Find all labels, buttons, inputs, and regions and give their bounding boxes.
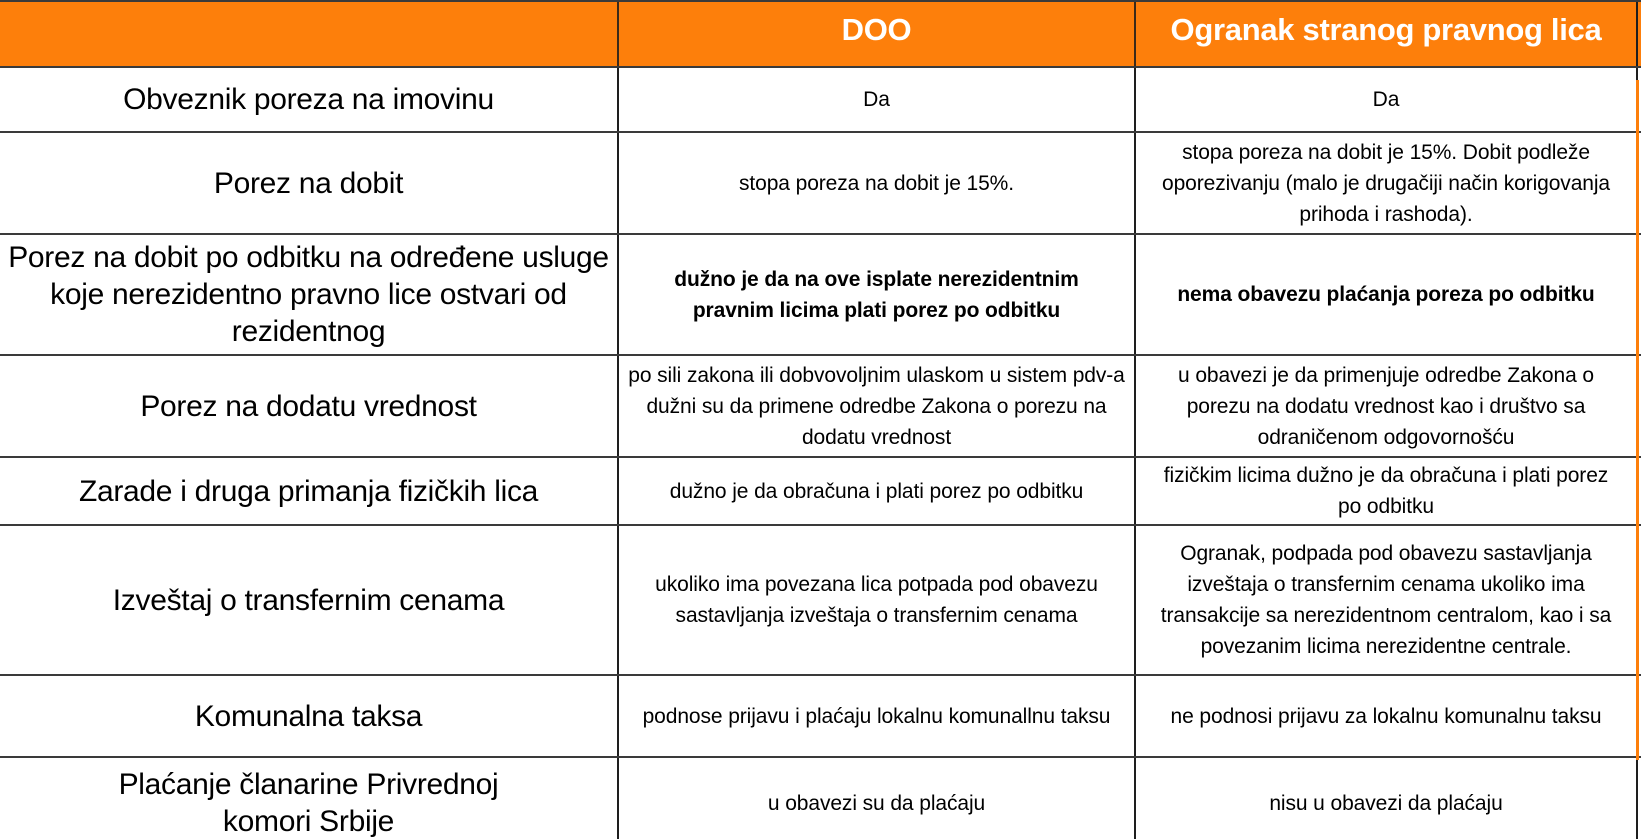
ogranak-value: Da [1134, 68, 1638, 131]
header-cell-doo: DOO [617, 2, 1134, 66]
doo-value: po sili zakona ili dobvovoljnim ulaskom u sistem pdv-a dužni su da primene odredbe Zakona o porezu na dodatu vrednost [617, 356, 1134, 456]
row-label: Komunalna taksa [194, 699, 423, 733]
row-label: Zarade i druga primanja fizičkih lica [78, 474, 539, 508]
table-row [0, 676, 1641, 758]
table-row [0, 235, 1641, 356]
row-label: Obveznik poreza na imovinu [123, 83, 494, 116]
ogranak-value: fizičkim licima dužno je da obračuna i plati porez po odbitku [1134, 458, 1638, 524]
doo-value: ukoliko ima povezana lica potpada pod obavezu sastavljanja izveštaja o transfernim cenama [617, 526, 1134, 674]
ogranak-value: Ogranak, podpada pod obavezu sastavljanja izveštaja o transfernim cenama ukoliko ima transakcije sa nerezidentnom centralom, kao i sa povezanim licima nerezidentne centrale. [1134, 526, 1638, 674]
doo-value: u obavezi su da plaćaju [617, 758, 1134, 839]
table-header-row [0, 2, 1641, 68]
table-row [0, 68, 1641, 133]
row-label: Porez na dodatu vrednost [140, 389, 477, 423]
table-row [0, 458, 1641, 526]
ogranak-value: u obavezi je da primenjuje odredbe Zakona o porezu na dodatu vrednost kao i društvo sa odraničenom odgovornošću [1134, 356, 1638, 456]
orange-edge-strip [1636, 80, 1639, 760]
doo-value: Da [617, 68, 1134, 131]
row-label: Izveštaj o transfernim cenama [112, 583, 505, 617]
table-row [0, 758, 1641, 839]
doo-value: podnose prijavu i plaćaju lokalnu komunallnu taksu [617, 676, 1134, 756]
doo-value: stopa poreza na dobit je 15%. [617, 133, 1134, 233]
ogranak-value: stopa poreza na dobit je 15%. Dobit podleže oporezivanju (malo je drugačiji način korigovanja prihoda i rashoda). [1134, 133, 1638, 233]
ogranak-value: ne podnosi prijavu za lokalnu komunalnu taksu [1134, 676, 1638, 756]
row-label: Plaćanje članarine Privrednoj komori Srbije [118, 768, 499, 838]
doo-value: dužno je da obračuna i plati porez po odbitku [617, 458, 1134, 524]
header-cell-empty [0, 2, 617, 66]
table-row [0, 133, 1641, 235]
row-label: Porez na dobit po odbitku na određene usluge koje nerezidentno pravno lice ostvari od rezidentnog [8, 241, 609, 348]
row-label: Porez na dobit [213, 166, 404, 200]
table-row [0, 526, 1641, 676]
ogranak-value: nema obavezu plaćanja poreza po odbitku [1134, 235, 1638, 354]
header-cell-ogranak: Ogranak stranog pravnog lica [1134, 2, 1638, 66]
ogranak-value: nisu u obavezi da plaćaju [1134, 758, 1638, 839]
table-row [0, 356, 1641, 458]
doo-value: dužno je da na ove isplate nerezidentnim pravnim licima plati porez po odbitku [617, 235, 1134, 354]
